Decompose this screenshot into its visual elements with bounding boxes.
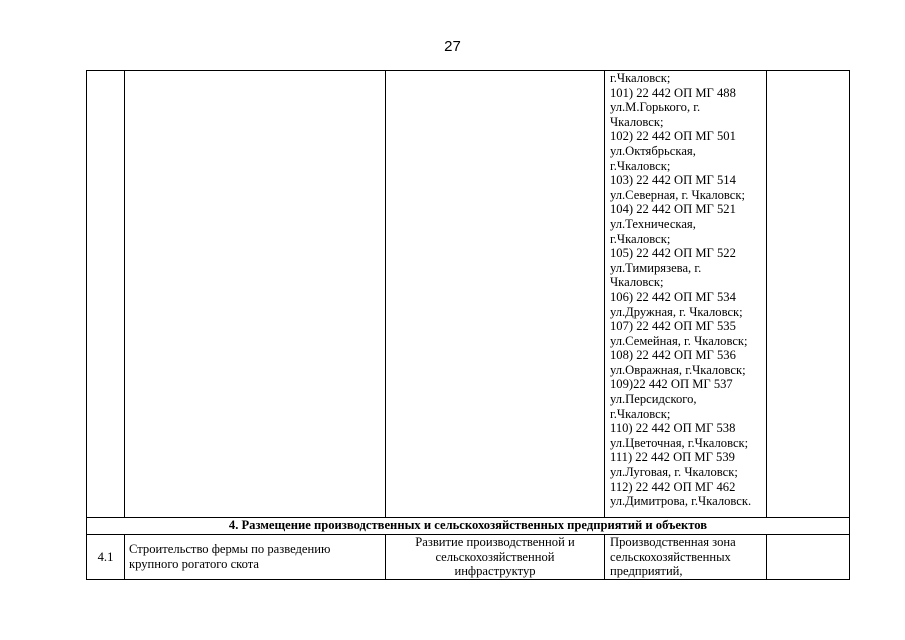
cell-purpose — [386, 535, 605, 580]
location-line: ул.М.Горького, г. — [610, 100, 701, 115]
location-line: 102) 22 442 ОП МГ 501 — [610, 129, 736, 144]
cell-purpose — [386, 71, 605, 518]
location-line: ул.Персидского, — [610, 392, 697, 407]
zone-line: Производственная зона — [610, 535, 736, 549]
zone-line: сельскохозяйственных — [610, 549, 731, 564]
location-line: г.Чкаловск; — [610, 406, 671, 421]
name-line: крупного рогатого скота — [129, 556, 260, 571]
cell-note — [767, 71, 850, 518]
location-line: г.Чкаловск; — [610, 158, 671, 173]
table-row — [87, 71, 850, 518]
location-line: ул.Техническая, — [610, 216, 696, 231]
purpose-line: инфраструктур — [454, 564, 536, 579]
location-line: ул.Луговая, г. Чкаловск; — [610, 465, 738, 480]
cell-location — [605, 71, 767, 518]
cell-number: 4.1 — [87, 535, 125, 580]
cell-name — [125, 71, 386, 518]
location-line: г.Чкаловск; — [610, 71, 671, 85]
purpose-line: сельскохозяйственной — [435, 549, 555, 564]
name-line: Строительство фермы по разведению — [129, 542, 331, 557]
location-line: ул.Овражная, г.Чкаловск; — [610, 362, 746, 377]
location-line: ул.Северная, г. Чкаловск; — [610, 187, 746, 202]
purpose-line: Развитие производственной и — [415, 535, 575, 549]
table-row — [87, 535, 850, 580]
cell-number — [87, 71, 125, 518]
cell-name — [125, 535, 386, 580]
location-line: 107) 22 442 ОП МГ 535 — [610, 319, 736, 334]
page-number: 27 — [444, 38, 461, 55]
location-line: ул.Семейная, г. Чкаловск; — [610, 333, 748, 348]
location-line: ул.Дружная, г. Чкаловск; — [610, 304, 743, 319]
location-line: 103) 22 442 ОП МГ 514 — [610, 173, 736, 188]
cell-note — [767, 535, 850, 580]
cell-location — [605, 535, 767, 580]
location-line: 105) 22 442 ОП МГ 522 — [610, 246, 736, 261]
location-line: 112) 22 442 ОП МГ 462 — [610, 479, 736, 494]
location-line: 104) 22 442 ОП МГ 521 — [610, 202, 736, 217]
section-row — [87, 518, 850, 535]
location-line: 106) 22 442 ОП МГ 534 — [610, 289, 736, 304]
location-line: 111) 22 442 ОП МГ 539 — [610, 450, 735, 465]
location-line: ул.Тимирязева, г. — [610, 260, 702, 275]
location-line: ул.Цветочная, г.Чкаловск; — [610, 435, 749, 450]
location-line: ул.Димитрова, г.Чкаловск. — [610, 494, 752, 509]
location-line: г.Чкаловск; — [610, 231, 671, 246]
location-line: ул.Октябрьская, — [610, 143, 696, 158]
location-line: 109)22 442 ОП МГ 537 — [610, 377, 733, 392]
location-line: 101) 22 442 ОП МГ 488 — [610, 85, 736, 100]
section-title: 4. Размещение производственных и сельскохозяйственных предприятий и объектов — [87, 518, 850, 535]
location-line: 110) 22 442 ОП МГ 538 — [610, 421, 736, 436]
location-line: Чкаловск; — [610, 275, 664, 290]
document-table — [86, 70, 850, 580]
location-line: Чкаловск; — [610, 114, 664, 129]
zone-line: предприятий, — [610, 564, 683, 579]
location-line: 108) 22 442 ОП МГ 536 — [610, 348, 736, 363]
